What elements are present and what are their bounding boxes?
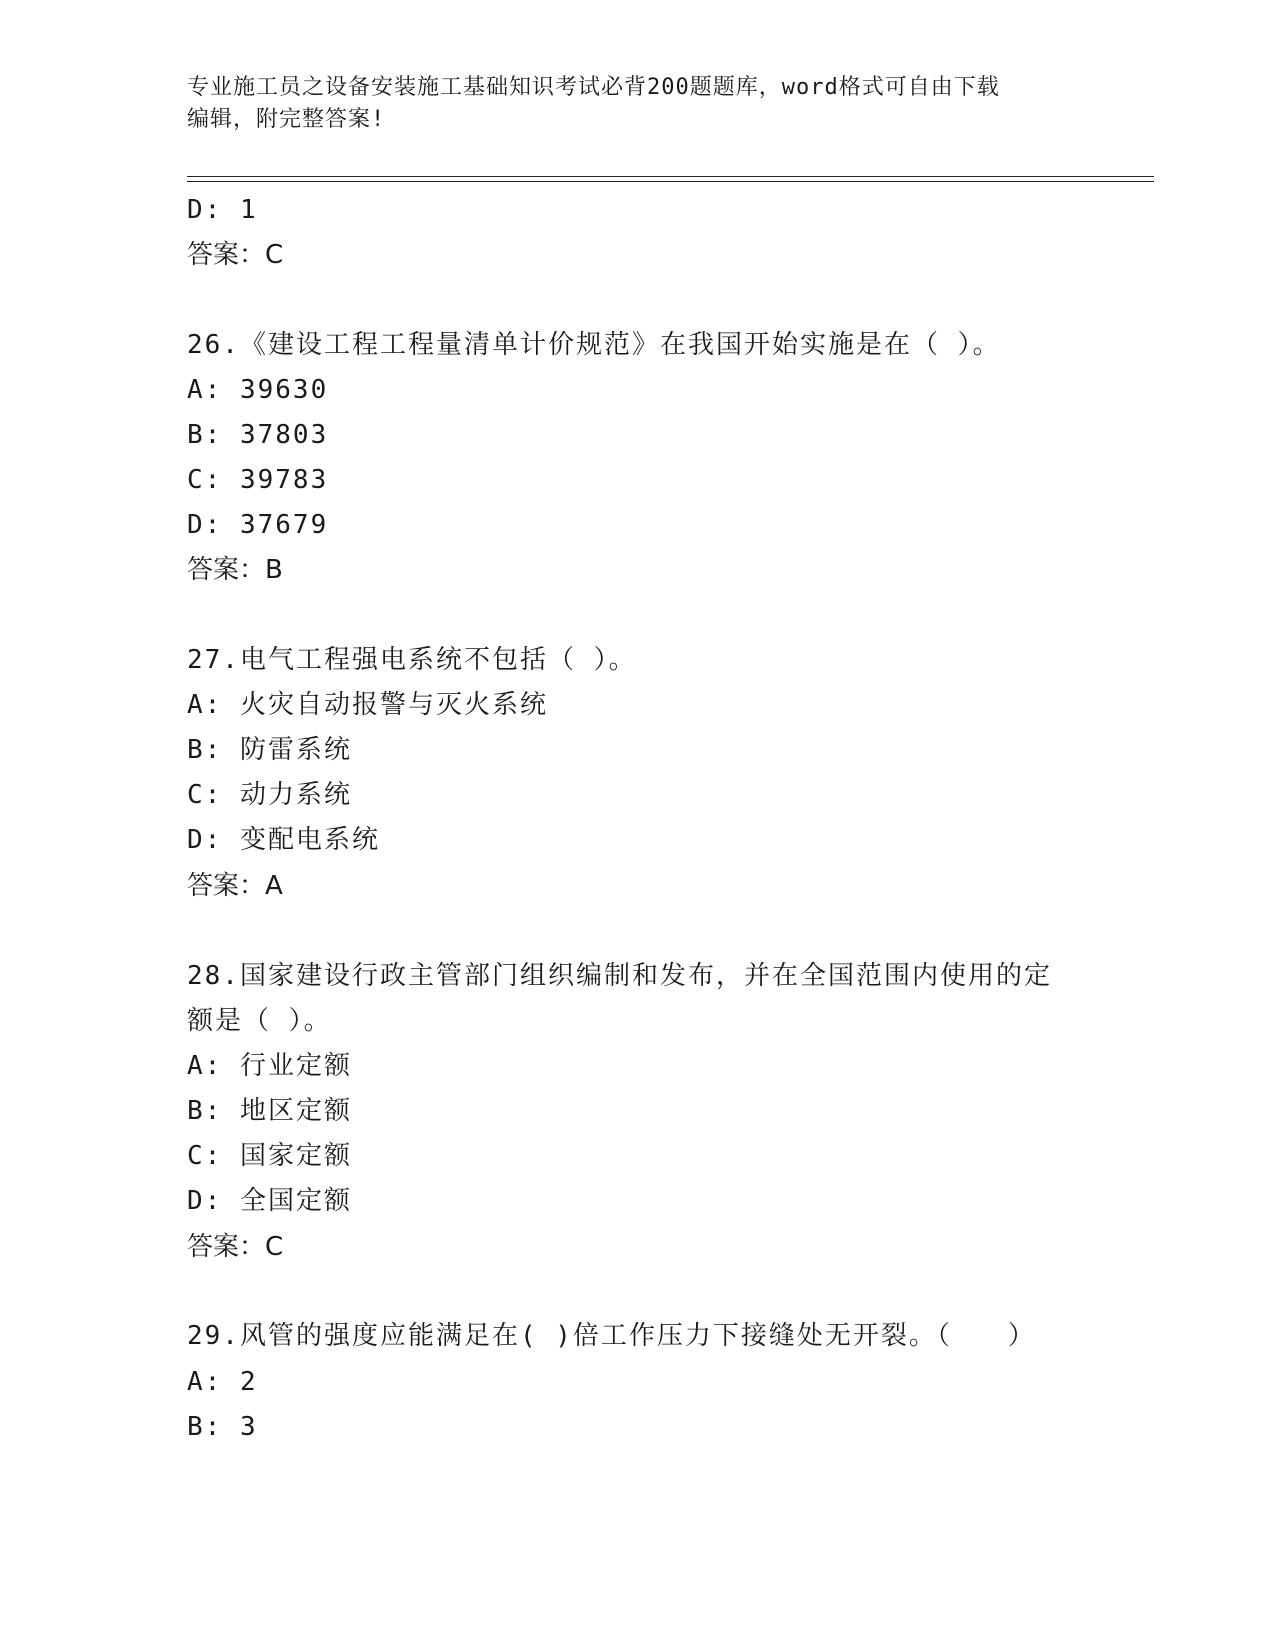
option-a: A: 39630 <box>187 375 329 405</box>
answer: 答案：A <box>187 871 283 901</box>
option-a: A: 火灾自动报警与灭火系统 <box>187 690 548 720</box>
question-stem-line-1: 28.国家建设行政主管部门组织编制和发布，并在全国范围内使用的定 <box>187 961 1052 991</box>
answer: 答案：B <box>187 555 283 585</box>
option-d: D: 全国定额 <box>187 1186 352 1216</box>
option-b: B: 3 <box>187 1412 258 1442</box>
option-d: D: 1 <box>187 195 258 225</box>
option-d: D: 变配电系统 <box>187 825 380 855</box>
header-line-2: 编辑，附完整答案! <box>187 107 386 132</box>
option-b: B: 37803 <box>187 420 329 450</box>
answer: 答案：C <box>187 240 284 270</box>
header-rule-top <box>187 176 1154 177</box>
option-d: D: 37679 <box>187 510 329 540</box>
option-c: C: 动力系统 <box>187 780 352 810</box>
question-stem: 26.《建设工程工程量清单计价规范》在我国开始实施是在（ ）。 <box>187 330 1001 360</box>
option-a: A: 行业定额 <box>187 1051 352 1081</box>
option-b: B: 地区定额 <box>187 1096 352 1126</box>
question-stem: 29.风管的强度应能满足在( )倍工作压力下接缝处无开裂。（ ） <box>187 1321 1036 1351</box>
question-stem-line-2: 额是（ ）。 <box>187 1006 332 1036</box>
header-line-1: 专业施工员之设备安装施工基础知识考试必背200题题库，word格式可自由下载 <box>187 75 1000 100</box>
option-c: C: 国家定额 <box>187 1141 352 1171</box>
answer: 答案：C <box>187 1232 284 1262</box>
option-b: B: 防雷系统 <box>187 735 352 765</box>
header-rule-bottom <box>187 181 1154 182</box>
question-stem: 27.电气工程强电系统不包括（ ）。 <box>187 645 637 675</box>
option-a: A: 2 <box>187 1367 258 1397</box>
option-c: C: 39783 <box>187 465 329 495</box>
